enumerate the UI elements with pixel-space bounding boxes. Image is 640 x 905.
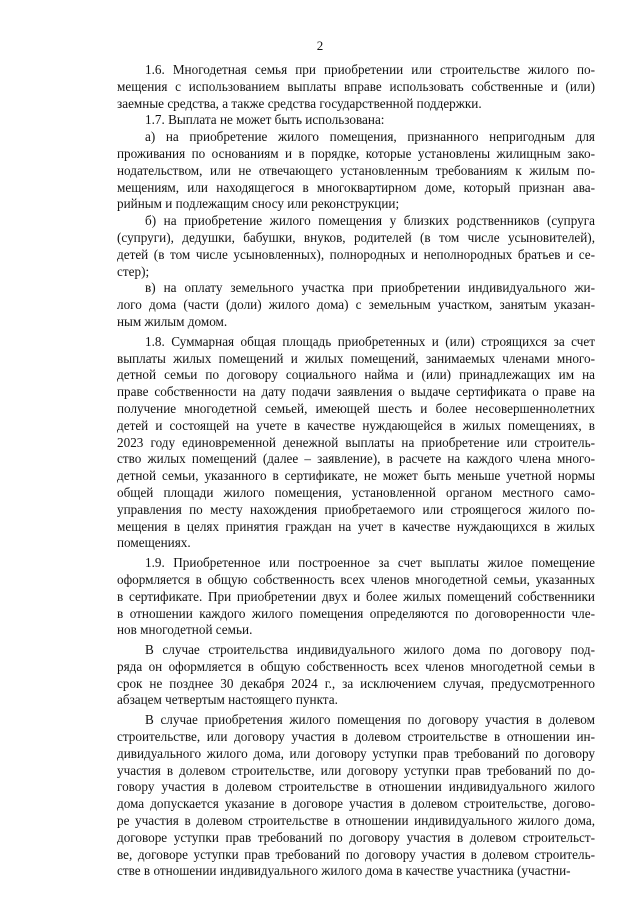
text-line: 1.8. Суммарная общая площадь приобретенных и (или) строящихся за счет [145, 333, 595, 349]
text-line: участия в долевом строительстве, или договору уступки прав требований по до- [117, 762, 595, 778]
text-line: ство жилых помещений (далее – заявление), в расчете на каждого члена много- [117, 451, 595, 467]
paragraph [117, 555, 595, 639]
text-line: В случае приобретения жилого помещения по договору участия в долевом [145, 712, 595, 728]
text-line: получение многодетной семьей, имеющей шесть и более несовершеннолетних [117, 400, 595, 416]
text-line: строительстве, или договору участия в долевом строительстве в отношении ин- [117, 729, 595, 745]
text-line: лого дома (части (доли) жилого дома) с земельным участком, занятым указан- [117, 297, 595, 313]
text-line: ве, договоре уступки прав требований по договору участия в долевом строитель- [117, 846, 595, 862]
text-line: оформляется в общую собственность всех членов многодетной семьи, указанных [117, 571, 595, 587]
text-line: детной семьи, указанного в сертификате, не может быть меньше учетной нормы [117, 468, 595, 484]
text-line: срок не позднее 30 декабря 2024 г., за исключением случая, предусмотренного [117, 675, 595, 691]
text-line: стер); [117, 263, 150, 279]
text-line: б) на приобретение жилого помещения у близких родственников (супруга [145, 213, 595, 229]
paragraph [117, 712, 595, 880]
text-line: детей (в том числе усыновленных), полнородных и неполнородных братьев и се- [117, 246, 595, 262]
text-line: договоре уступки прав требований по договору участия в долевом строительст- [117, 829, 595, 845]
text-line: ряда он оформляется в общую собственность всех членов многодетной семьи в [117, 658, 595, 674]
paragraph [117, 280, 595, 330]
text-line: управления по месту нахождения приобретаемого или строящегося жилого по- [117, 501, 595, 517]
text-line: нодательством, или не отвечающего установленным требованиям к жилым по- [117, 162, 595, 178]
text-line: в) на оплату земельного участка при приобретении индивидуального жи- [145, 280, 595, 296]
text-line: выплаты жилых помещений и жилых помещений, занимаемых членами много- [117, 350, 595, 366]
paragraph [117, 112, 595, 129]
text-line: ным жилым домом. [117, 313, 228, 329]
text-line: 1.9. Приобретенное или построенное за счет выплаты жилое помещение [145, 555, 595, 571]
text-line: общей площади жилого помещения, установленной органом местного само- [117, 484, 595, 500]
text-line: праве собственности на дату подачи заявления о выдаче сертификата о праве на [117, 384, 595, 400]
text-line: дивидуального жилого дома, или договору уступки прав требований по договору [117, 745, 595, 761]
text-line: помещениях. [117, 535, 191, 551]
paragraph [117, 334, 595, 552]
text-line: дома допускается указание в договоре участия в долевом строительстве, догово- [117, 796, 595, 812]
paragraph [117, 213, 595, 280]
text-line: (супруги), дедушки, бабушки, внуков, родителей (в том числе усыновителей), [117, 229, 595, 245]
text-line: а) на приобретение жилого помещения, признанного непригодным для [145, 129, 595, 145]
text-line: в отношении каждого жилого помещения определяются по договоренности чле- [117, 605, 595, 621]
text-line: мещения с использованием выплаты вправе использовать собственные и (или) [117, 78, 595, 94]
text-line: В случае строительства индивидуального жилого дома по договору под- [145, 642, 595, 658]
text-line: рийным и подлежащим сносу или реконструкции; [117, 196, 400, 212]
text-line: проживания по основаниям и в порядке, которые установлены жилищным зако- [117, 145, 595, 161]
text-line: заемные средства, а также средства государственной поддержки. [117, 95, 482, 111]
document-body [117, 62, 595, 880]
text-line: стве в отношении индивидуального жилого дома в качестве участника (участни- [117, 863, 571, 879]
text-line: абзацем четвертым настоящего пункта. [117, 692, 338, 708]
text-line: детной семьи по договору социального найма и (или) принадлежащих им на [117, 367, 595, 383]
text-line: ре участия в долевом строительстве в отношении индивидуального жилого дома, [117, 813, 595, 829]
text-line: 1.7. Выплата не может быть использована: [145, 112, 385, 128]
text-line: 2023 году единовременной денежной выплаты на приобретение или строитель- [117, 434, 595, 450]
paragraph [117, 642, 595, 709]
text-line: детей и состоящей на учете в качестве нуждающейся в жилых помещениях, в [117, 417, 595, 433]
paragraph [117, 62, 595, 112]
text-line: 1.6. Многодетная семья при приобретении или строительстве жилого по- [145, 62, 595, 77]
text-line: мещения в целях принятия граждан на учет в качестве нуждающихся в жилых [117, 518, 595, 534]
text-line: говору участия в долевом строительстве в отношении индивидуального жилого [117, 779, 595, 795]
page-number: 2 [316, 38, 324, 53]
text-line: нов многодетной семьи. [117, 622, 253, 638]
text-line: в сертификате. При приобретении двух и более жилых помещений собственники [117, 588, 595, 604]
paragraph [117, 129, 595, 213]
text-line: мещениям, или находящегося в многоквартирном доме, который признан ава- [117, 179, 595, 195]
